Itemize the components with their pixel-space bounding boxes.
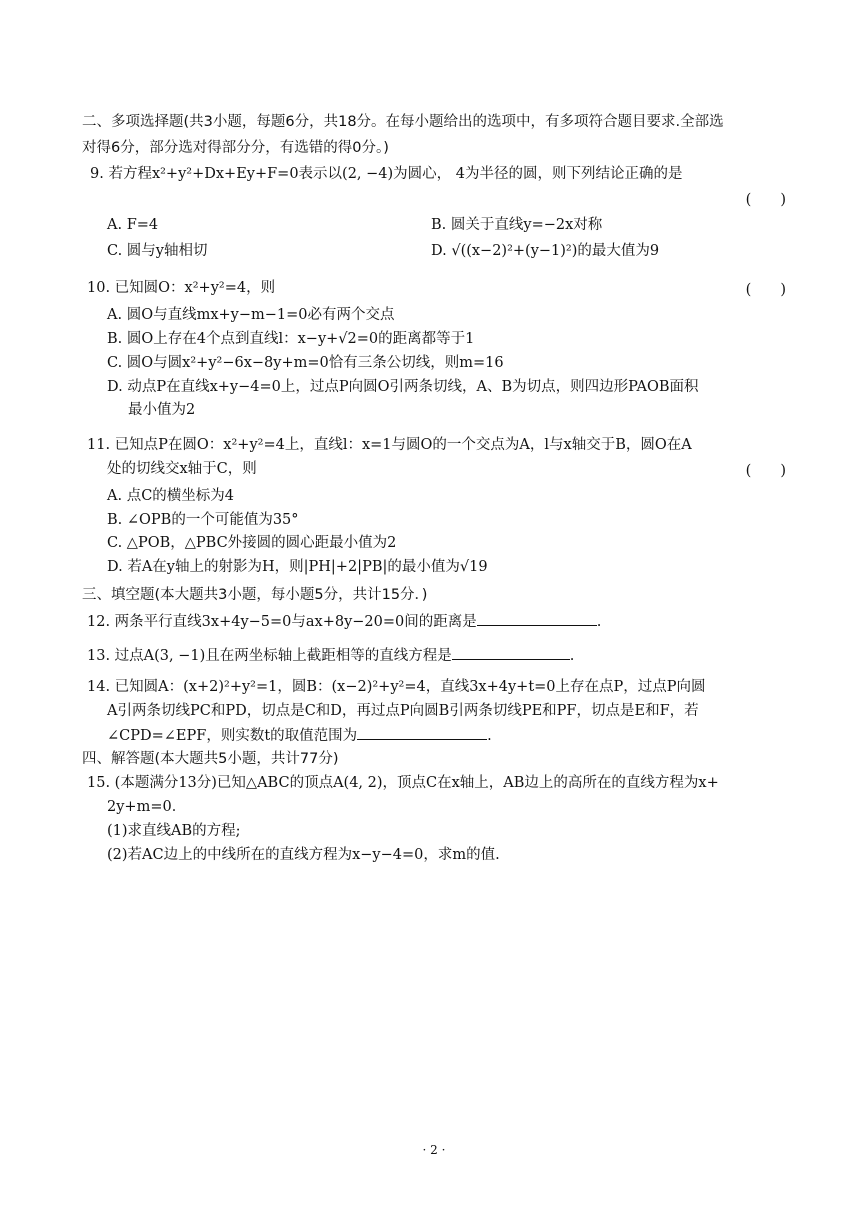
question-11-option-c: C. △POB，△PBC外接圆的圆心距最小值为2 [107,535,397,551]
question-11-stem-cont: 处的切线交x轴于C，则 [107,461,257,477]
question-12 [87,611,601,632]
answer-blank[interactable] [477,611,597,626]
question-9-option-b: B. 圆关于直线y=−2x对称 [431,217,603,233]
question-15-line-2: 2y+m=0． [107,799,187,815]
question-10-answer-paren: ( ) [745,282,786,298]
question-11-option-a: A. 点C的横坐标为4 [107,488,235,504]
answer-blank[interactable] [357,725,487,740]
question-11-answer-paren: ( ) [745,463,786,479]
question-10-option-a: A. 圆O与直线mx+y−m−1=0必有两个交点 [107,307,395,323]
question-9-answer-paren: ( ) [745,192,786,208]
question-13 [87,645,574,666]
question-9-option-a: A. F=4 [107,217,159,233]
question-10-option-c: C. 圆O与圆x²+y²−6x−8y+m=0恰有三条公切线，则m=16 [107,355,504,371]
question-11-stem: 11. 已知点P在圆O：x²+y²=4上，直线l：x=1与圆O的一个交点为A，l与x轴交于B，圆O在A [87,437,692,453]
question-13-text: 13. 过点A(3, −1)且在两坐标轴上截距相等的直线方程是 [87,648,452,664]
question-14-line-3 [107,725,492,746]
section-2-heading-cont: 对得6分，部分选对得部分分，有选错的得0分。) [82,140,389,156]
question-14-text: ∠CPD=∠EPF，则实数t的取值范围为 [107,728,358,744]
question-15-part-1: (1)求直线AB的方程; [107,823,241,839]
question-13-end: . [569,648,575,664]
question-15-part-2: (2)若AC边上的中线所在的直线方程为x−y−4=0，求m的值. [107,847,500,863]
question-14-line-1: 14. 已知圆A：(x+2)²+y²=1，圆B：(x−2)²+y²=4，直线3x+4y+t=0上存在点P，过点P向圆 [87,679,706,695]
question-10-option-d-cont: 最小值为2 [128,402,196,418]
question-9-stem: 9. 若方程x²+y²+Dx+Ey+F=0表示以(2, −4)为圆心， 4为半径的圆，则下列结论正确的是 [90,166,683,182]
answer-blank[interactable] [452,645,570,660]
question-9-option-d: D. √((x−2)²+(y−1)²)的最大值为9 [431,243,660,259]
question-9-option-c: C. 圆与y轴相切 [107,243,208,259]
question-10-option-d: D. 动点P在直线x+y−4=0上，过点P向圆O引两条切线，A、B为切点，则四边形PAOB面积 [107,379,699,395]
page-number: · 2 · [422,1143,446,1157]
section-3-heading: 三、填空题(本大题共3小题，每小题5分，共计15分．) [82,587,428,603]
question-12-end: . [596,614,602,630]
section-4-heading: 四、解答题(本大题共5小题，共计77分) [82,751,339,767]
question-12-text: 12. 两条平行直线3x+4y−5=0与ax+8y−20=0间的距离是 [87,614,477,630]
question-14-end: . [487,728,492,744]
question-11-option-d: D. 若A在y轴上的射影为H，则|PH|+2|PB|的最小值为√19 [107,559,488,575]
section-2-heading: 二、多项选择题(共3小题，每题6分，共18分。在每小题给出的选项中，有多项符合题目要求.全部选 [82,114,724,130]
question-10-stem: 10. 已知圆O：x²+y²=4，则 [87,280,276,296]
question-15-line-1: 15. (本题满分13分)已知△ABC的顶点A(4, 2)，顶点C在x轴上，AB边上的高所在的直线方程为x+ [87,775,719,791]
question-11-option-b: B. ∠OPB的一个可能值为35° [107,512,299,528]
question-10-option-b: B. 圆O上存在4个点到直线l：x−y+√2=0的距离都等于1 [107,331,475,347]
question-14-line-2: A引两条切线PC和PD，切点是C和D，再过点P向圆B引两条切线PE和PF，切点是E和F，若 [107,703,699,719]
